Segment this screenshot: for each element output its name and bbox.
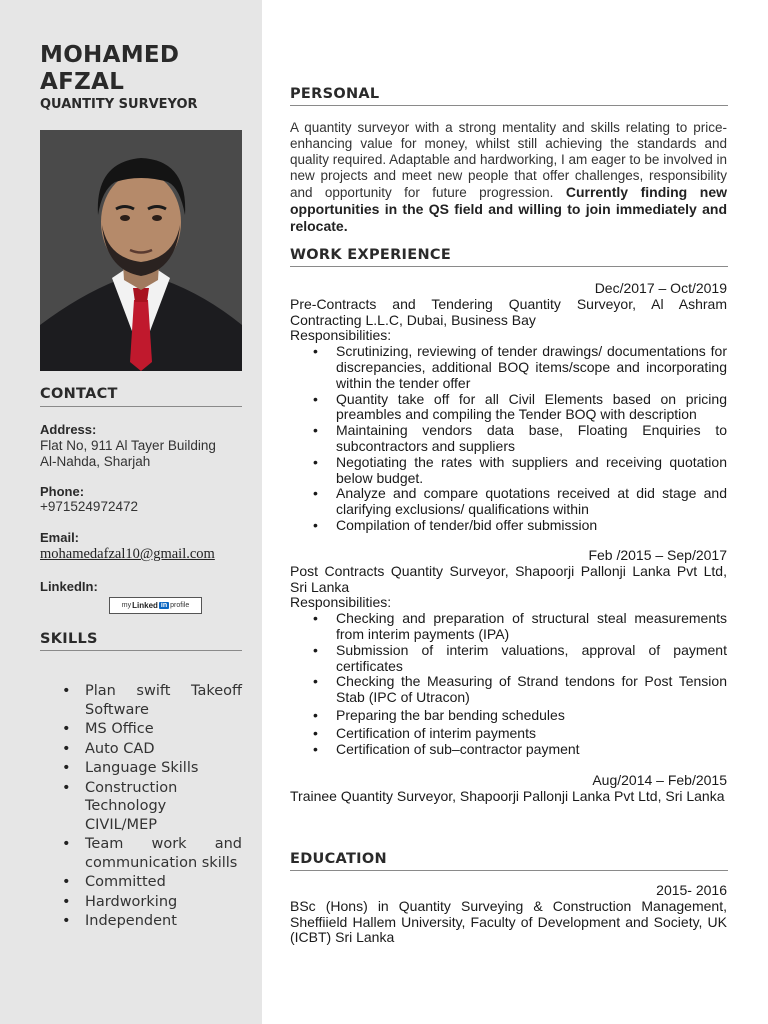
skills-heading: SKILLS bbox=[40, 631, 98, 647]
contact-heading: CONTACT bbox=[40, 386, 118, 402]
linkedin-badge-my: my bbox=[121, 602, 132, 609]
skill-item: • Plan swift Takeoff Software bbox=[62, 682, 242, 719]
address-label: Address: bbox=[40, 422, 97, 437]
job-date: Feb /2015 – Sep/2017 bbox=[588, 547, 727, 563]
job-date: Dec/2017 – Oct/2019 bbox=[594, 280, 727, 296]
phone-value: +971524972472 bbox=[40, 499, 138, 514]
address-line-1: Flat No, 911 Al Tayer Building bbox=[40, 438, 216, 453]
personal-summary-bold: Currently finding new opportunities in the QS field and willing to join immediately and relocate. bbox=[290, 184, 727, 234]
phone-label: Phone: bbox=[40, 484, 85, 499]
name-line-2: AFZAL bbox=[40, 69, 125, 95]
responsibility-item: • Submission of interim valuations, approval of payment certificates bbox=[313, 643, 727, 675]
job-title: Post Contracts Quantity Surveyor, Shapoorji Pallonji Lanka Pvt Ltd, Sri Lanka bbox=[290, 562, 727, 595]
skill-item: • Independent bbox=[62, 912, 242, 931]
skill-item: • MS Office bbox=[62, 720, 242, 739]
linkedin-badge-linked: Linked bbox=[132, 601, 158, 610]
education-date: 2015- 2016 bbox=[656, 882, 727, 898]
education-divider bbox=[290, 870, 728, 871]
responsibility-item: • Checking the Measuring of Strand tendons for Post Tension Stab (IPC of Utracon) bbox=[313, 674, 727, 706]
responsibility-item: • Checking and preparation of structural steal measurements from interim payments (IPA) bbox=[313, 611, 727, 643]
name-line-1: MOHAMED bbox=[40, 42, 180, 68]
work-heading: WORK EXPERIENCE bbox=[290, 247, 452, 263]
skills-list bbox=[62, 682, 242, 932]
education-degree: BSc (Hons) in Quantity Surveying & Construction Management, Sheffiield Hallem University, Faculty of Development and Society, UK (ICBT) Sri Lanka bbox=[290, 897, 727, 946]
skill-item: • Committed bbox=[62, 873, 242, 892]
candidate-name bbox=[40, 42, 179, 96]
education-heading: EDUCATION bbox=[290, 851, 387, 867]
job-entry-1 bbox=[290, 281, 727, 534]
job-entry-2 bbox=[290, 548, 727, 757]
responsibilities-label: Responsibilities: bbox=[290, 327, 392, 344]
responsibility-item: • Quantity take off for all Civil Elements based on pricing preambles and compiling the Tender BOQ with description bbox=[313, 392, 727, 424]
personal-heading: PERSONAL bbox=[290, 86, 380, 102]
responsibility-item: • Preparing the bar bending schedules bbox=[313, 708, 727, 724]
responsibility-item: • Maintaining vendors data base, Floating Enquiries to subcontractors and suppliers bbox=[313, 423, 727, 455]
address-value bbox=[40, 438, 216, 470]
email-link[interactable]: mohamedafzal10@gmail.com bbox=[40, 546, 215, 562]
linkedin-icon: in bbox=[160, 602, 168, 609]
contact-divider bbox=[40, 406, 242, 407]
responsibility-item: • Certification of sub–contractor payment bbox=[313, 742, 727, 758]
job-role: QUANTITY SURVEYOR bbox=[40, 97, 198, 112]
job-date: Aug/2014 – Feb/2015 bbox=[592, 772, 727, 788]
email-label: Email: bbox=[40, 530, 80, 545]
skill-item: • Team work and communication skills bbox=[62, 835, 242, 872]
job-title: Pre-Contracts and Tendering Quantity Surveyor, Al Ashram Contracting L.L.C, Dubai, Business Bay bbox=[290, 295, 727, 328]
responsibility-item: • Scrutinizing, reviewing of tender drawings/ documentations for discrepancies, additional BOQ items/scope and incorporating within the tender offer bbox=[313, 344, 727, 391]
work-divider bbox=[290, 266, 728, 267]
linkedin-profile-badge[interactable] bbox=[109, 597, 202, 614]
responsibilities-list bbox=[313, 344, 727, 534]
skill-item: • Construction Technology CIVIL/MEP bbox=[62, 779, 242, 835]
responsibility-item: • Compilation of tender/bid offer submission bbox=[313, 518, 727, 534]
profile-photo bbox=[40, 130, 242, 371]
personal-summary bbox=[290, 120, 727, 235]
responsibilities-label: Responsibilities: bbox=[290, 594, 392, 611]
responsibility-item: • Negotiating the rates with suppliers and receiving quotation below budget. bbox=[313, 455, 727, 487]
skill-item: • Language Skills bbox=[62, 759, 242, 778]
linkedin-badge-profile: profile bbox=[170, 602, 190, 609]
skill-item: • Auto CAD bbox=[62, 740, 242, 759]
personal-divider bbox=[290, 105, 728, 106]
responsibility-item: • Certification of interim payments bbox=[313, 726, 727, 742]
skill-item: • Hardworking bbox=[62, 893, 242, 912]
address-line-2: Al-Nahda, Sharjah bbox=[40, 454, 151, 469]
personal-summary-text: A quantity surveyor with a strong mentality and skills relating to price-enhancing value for money, whilst still achieving the standards and quality required. Adaptable and hardworking, I am eager to be involved in new projects and meet new people that offer challenges, responsibility and opportunity for future progression. bbox=[290, 120, 727, 200]
education-entry bbox=[290, 883, 727, 946]
skills-divider bbox=[40, 650, 242, 651]
job-entry-3 bbox=[290, 773, 727, 805]
responsibility-item: • Analyze and compare quotations received at did stage and clarifying exclusions/ qualifications within bbox=[313, 486, 727, 518]
responsibilities-list bbox=[313, 611, 727, 757]
linkedin-label: LinkedIn: bbox=[40, 579, 98, 594]
job-title: Trainee Quantity Surveyor, Shapoorji Pallonji Lanka Pvt Ltd, Sri Lanka bbox=[290, 787, 725, 804]
portrait-image bbox=[40, 130, 242, 371]
